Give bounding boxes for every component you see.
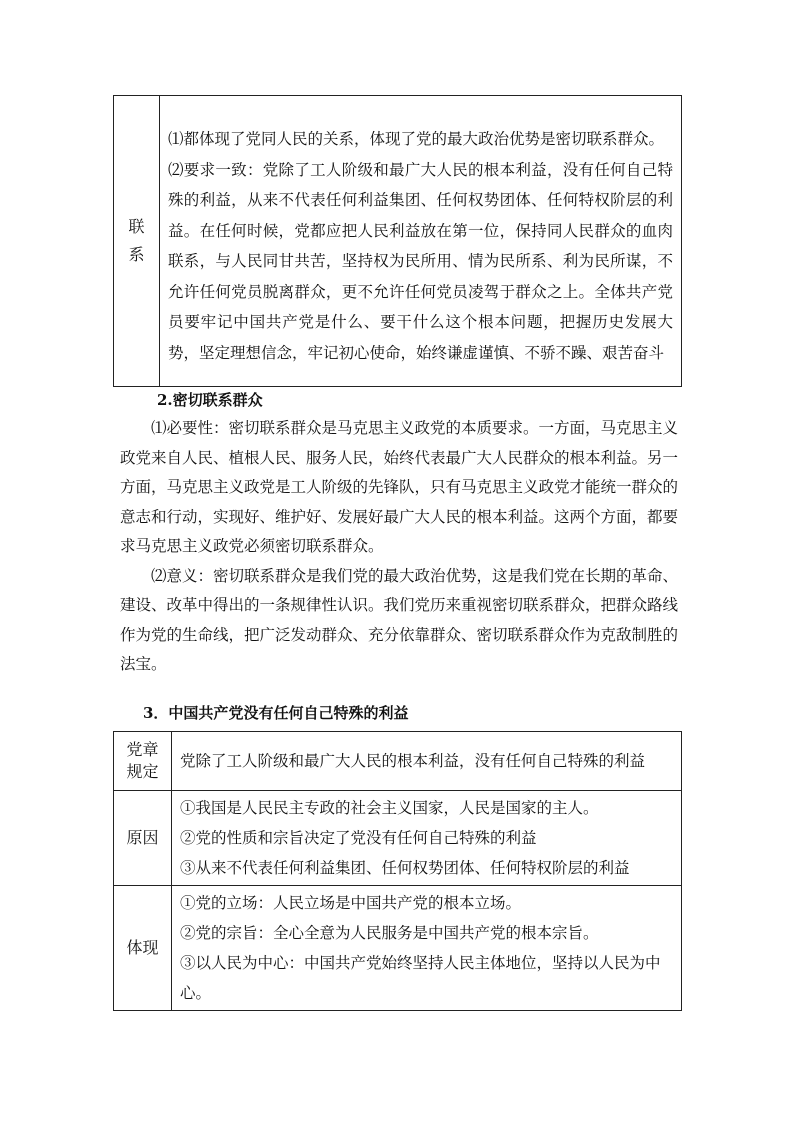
row-label: 体现 <box>126 938 159 957</box>
row-line: ③以人民为中心：中国共产党始终坚持人民主体地位，坚持以人民为中心。 <box>180 954 661 1002</box>
section-body <box>120 414 678 680</box>
section-heading: 2.密切联系群众 <box>157 391 263 409</box>
relation-table <box>113 95 682 387</box>
table-row <box>114 791 682 886</box>
row-label-cell <box>114 886 172 1011</box>
row-line: ③从来不代表任何利益集团、任何权势团体、任何特权阶层的利益 <box>180 859 630 877</box>
row-line: 党除了工人阶级和最广大人民的根本利益，没有任何自己特殊的利益 <box>180 752 646 770</box>
table-row <box>114 886 682 1011</box>
row-label-cell <box>114 732 172 791</box>
paragraph: ⑵意义：密切联系群众是我们党的最大政治优势，这是我们党在长期的革命、建设、改革中得出的一条规律性认识。我们党历来重视密切联系群众，把群众路线作为党的生命线，把广泛发动群众、充分依靠群众、密切联系群众作为克敌制胜的法宝。 <box>120 566 679 673</box>
relation-label: 联系 <box>128 217 145 264</box>
row-content-cell <box>172 886 682 1011</box>
relation-content-cell <box>160 96 682 387</box>
section-heading: 3．中国共产党没有任何自己特殊的利益 <box>143 704 409 722</box>
row-label-cell <box>114 791 172 886</box>
row-line: ①党的立场：人民立场是中国共产党的根本立场。 <box>180 894 522 912</box>
row-line: ②党的宗旨：全心全意为人民服务是中国共产党的根本宗旨。 <box>180 924 599 942</box>
interest-table <box>113 731 682 1011</box>
row-line: ①我国是人民民主专政的社会主义国家，人民是国家的主人。 <box>180 799 599 817</box>
table-row <box>114 732 682 791</box>
row-content-cell <box>172 732 682 791</box>
relation-line-2: ⑵要求一致：党除了工人阶级和最广大人民的根本利益，没有任何自己特殊的利益，从来不代表任何利益集团、任何权势团体、任何特权阶层的利益。在任何时候，党都应把人民利益放在第一位，保持同人民群众的血肉联系，与人民同甘共苦，坚持权为民所用、情为民所系、利为民所谋，不允许任何党员脱离群众，更不允许任何党员凌驾于群众之上。全体共产党员要牢记中国共产党是什么、要干什么这个根本问题，把握历史发展大势，坚定理想信念，牢记初心使命，始终谦虚谨慎、不骄不躁、艰苦奋斗 <box>168 160 673 362</box>
paragraph: ⑴必要性：密切联系群众是马克思主义政党的本质要求。一方面，马克思主义政党来自人民、植根人民、服务人民，始终代表最广大人民群众的根本利益。另一方面，马克思主义政党是工人阶级的先锋队，只有马克思主义政党才能统一群众的意志和行动，实现好、维护好、发展好最广大人民的根本利益。这两个方面，都要求马克思主义政党必须密切联系群众。 <box>120 419 679 555</box>
relation-row <box>114 96 682 387</box>
row-content-cell <box>172 791 682 886</box>
row-label: 党章规定 <box>126 740 159 781</box>
relation-line-1: ⑴都体现了党同人民的关系，体现了党的最大政治优势是密切联系群众。 <box>168 130 665 148</box>
row-line: ②党的性质和宗旨决定了党没有任何自己特殊的利益 <box>180 829 537 847</box>
relation-label-cell <box>114 96 160 387</box>
row-label: 原因 <box>126 828 159 847</box>
